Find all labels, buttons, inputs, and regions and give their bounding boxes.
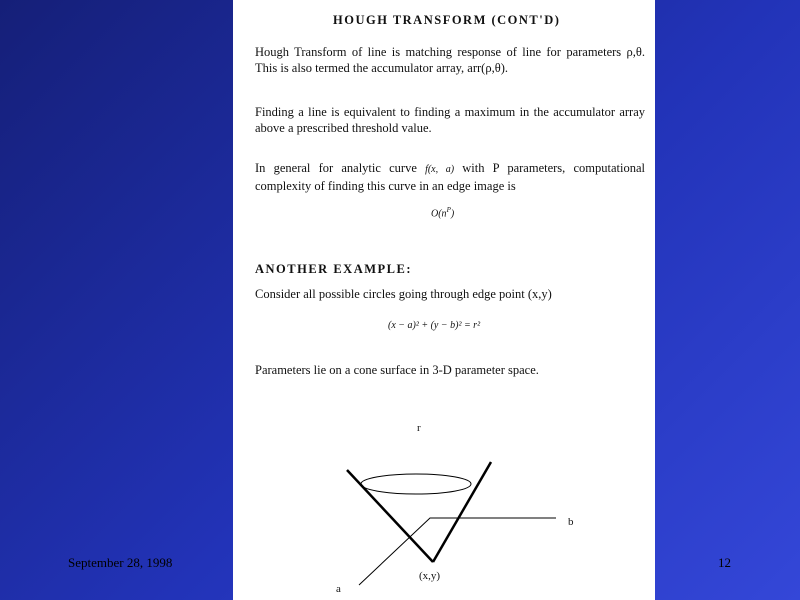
paragraph-cone: Parameters lie on a cone surface in 3-D parameter space. <box>255 363 539 377</box>
section-heading-example: ANOTHER EXAMPLE: <box>255 262 412 276</box>
label-r: r <box>417 422 421 434</box>
paragraph-circles: Consider all possible circles going through edge point (x,y) <box>255 287 552 301</box>
complexity-base: O(n <box>431 208 447 220</box>
cone-diagram <box>233 0 655 600</box>
footer-page-number: 12 <box>718 555 731 570</box>
circle-equation: (x − a)² + (y − b)² = r² <box>388 320 481 331</box>
complexity-text-b: with P parameters, computational complexity of finding this curve in an edge image is <box>255 161 645 193</box>
label-xy: (x,y) <box>419 570 441 582</box>
paragraph-finding-line: Finding a line is equivalent to finding a maximum in the accumulator array above a prescribed threshold value. <box>255 105 645 135</box>
footer-date: September 28, 1998 <box>68 555 173 570</box>
cone-left-side <box>347 470 433 562</box>
complexity-exponent: P <box>446 206 451 214</box>
cone-rim-ellipse <box>361 474 471 494</box>
complexity-text-a: In general for analytic curve <box>255 161 417 175</box>
complexity-close: ) <box>450 208 455 220</box>
cone-right-side <box>433 462 491 562</box>
page-title: HOUGH TRANSFORM (CONT'D) <box>333 13 561 27</box>
paragraph-accumulator: Hough Transform of line is matching response of line for parameters ρ,θ. This is also termed the accumulator array, arr(ρ,θ). <box>255 45 645 75</box>
label-a: a <box>336 583 341 595</box>
complexity-function: f(x, a) <box>425 164 455 175</box>
label-b: b <box>568 516 574 528</box>
slide-page <box>233 0 655 600</box>
b-axis-line <box>359 518 556 585</box>
